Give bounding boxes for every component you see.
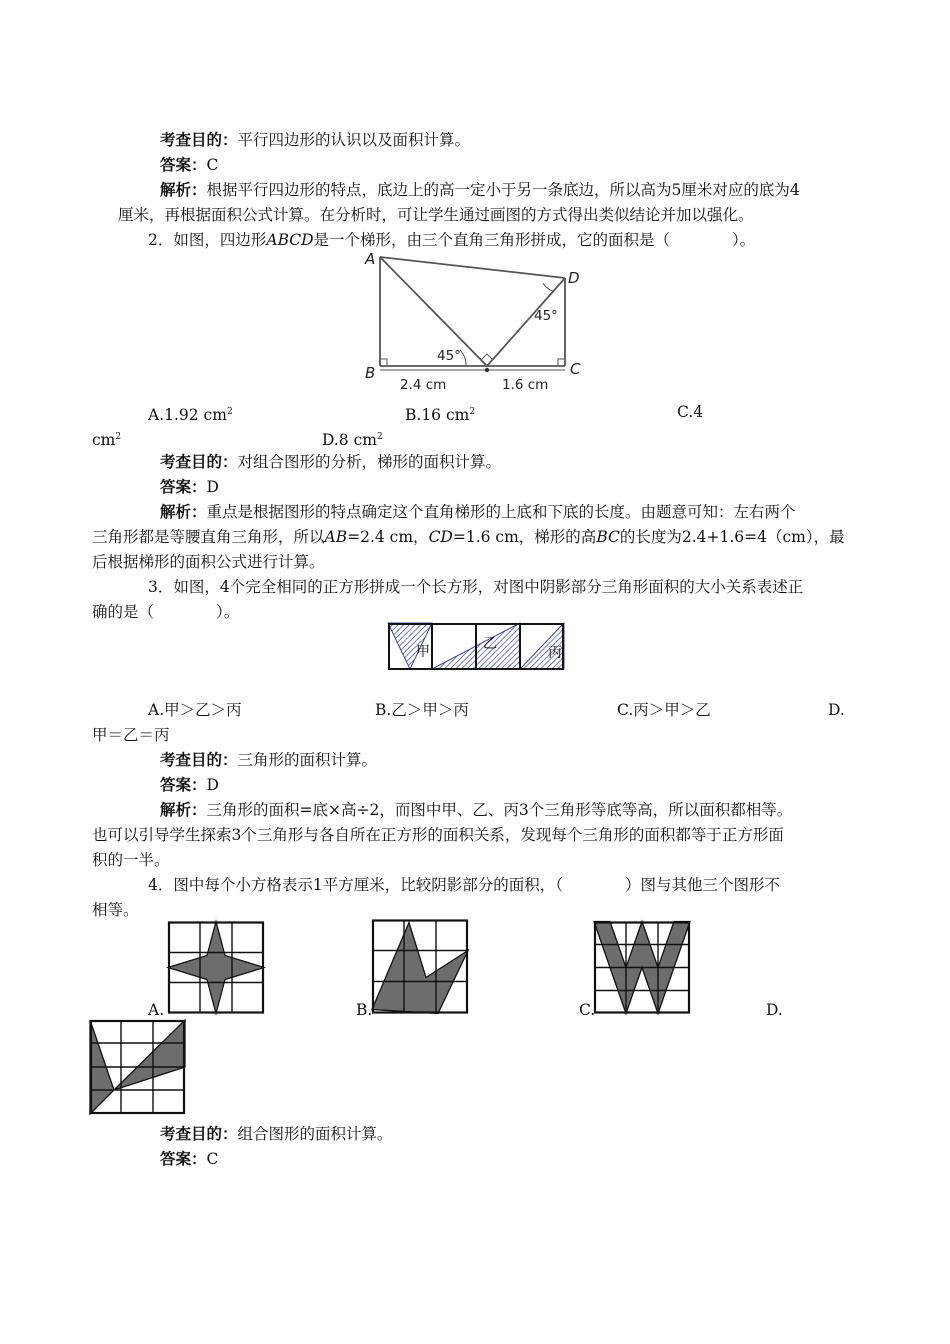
q4-stem-2: 相等。 bbox=[92, 901, 139, 919]
q4-option-d: D. bbox=[766, 1001, 783, 1019]
q3-answer: 答案：D bbox=[160, 776, 219, 794]
q1-analysis-2: 厘米，再根据面积公式计算。在分析时，可让学生通过画图的方式得出类似结论并加以强化。 bbox=[118, 206, 754, 224]
q1-purpose: 考查目的：平行四边形的认识以及面积计算。 bbox=[160, 131, 471, 149]
q3-analysis-1: 解析：三角形的面积=底×高÷2，而图中甲、乙、丙3个三角形等底等高，所以面积都相等。 bbox=[160, 801, 793, 819]
q4-figure-b bbox=[372, 919, 468, 1014]
q4-option-c: C. bbox=[579, 1001, 596, 1019]
label-a: A bbox=[365, 250, 376, 268]
q2-purpose: 考查目的：对组合图形的分析，梯形的面积计算。 bbox=[160, 453, 502, 471]
q2-option-b: B.16 $cm^2$ bbox=[405, 406, 476, 424]
q2-option-c: C.4 bbox=[677, 403, 704, 421]
q4-option-b: B. bbox=[356, 1001, 373, 1019]
q3-option-c: C.丙＞甲＞乙 bbox=[617, 701, 711, 719]
q3-option-b: B.乙＞甲＞丙 bbox=[375, 701, 469, 719]
q3-squares-figure bbox=[388, 623, 564, 670]
q2-stem: 2．如图，四边形ABCD是一个梯形，由三个直角三角形拼成，它的面积是（ ）。 bbox=[148, 231, 756, 249]
q2-option-c-unit: $cm^2$ bbox=[92, 431, 122, 449]
q2-analysis-2: 三角形都是等腰直角三角形，所以AB=2.4 cm，CD=1.6 cm，梯形的高BC的长度为2.4+1.6=4（cm），最 bbox=[92, 528, 845, 546]
q3-option-a: A.甲＞乙＞丙 bbox=[148, 701, 242, 719]
q2-option-a: A.1.92 $cm^2$ bbox=[148, 406, 233, 424]
q2-analysis-1: 解析：重点是根据图形的特点确定这个直角梯形的上底和下底的长度。由题意可知：左右两个 bbox=[160, 503, 796, 521]
q4-figure-c bbox=[594, 921, 690, 1014]
label-bing: 丙 bbox=[548, 645, 562, 661]
q1-analysis-1: 解析：根据平行四边形的特点，底边上的高一定小于另一条底边，所以高为5厘米对应的底为4 bbox=[160, 181, 800, 199]
q2-option-d: D.8 $cm^2$ bbox=[322, 431, 383, 449]
angle-label-right: 45° bbox=[534, 308, 558, 324]
label-jia: 甲 bbox=[416, 644, 430, 660]
q3-option-d-text: 甲＝乙＝丙 bbox=[92, 726, 170, 744]
q4-stem-1: 4．图中每个小方格表示1平方厘米，比较阴影部分的面积，（ ）图与其他三个图形不 bbox=[148, 876, 780, 894]
q3-analysis-3: 积的一半。 bbox=[92, 851, 170, 869]
angle-label-bottom: 45° bbox=[437, 348, 461, 364]
length-label-bc-left: 2.4 cm bbox=[400, 377, 447, 393]
q2-trapezoid-figure bbox=[360, 250, 600, 400]
label-b: B bbox=[365, 364, 376, 382]
q2-analysis-3: 后根据梯形的面积公式进行计算。 bbox=[92, 553, 325, 571]
q4-answer: 答案：C bbox=[160, 1150, 219, 1168]
label-yi: 乙 bbox=[483, 636, 497, 652]
label-d: D bbox=[568, 269, 580, 287]
q4-figure-a bbox=[168, 921, 264, 1014]
q2-answer: 答案：D bbox=[160, 478, 219, 496]
q4-figure-d bbox=[90, 1020, 185, 1114]
q3-stem-2: 确的是（ ）。 bbox=[92, 603, 240, 621]
q4-purpose: 考查目的：组合图形的面积计算。 bbox=[160, 1125, 393, 1143]
label-c: C bbox=[570, 360, 581, 378]
q3-purpose: 考查目的：三角形的面积计算。 bbox=[160, 751, 378, 769]
q3-analysis-2: 也可以引导学生探索3个三角形与各自所在正方形的面积关系，发现每个三角形的面积都等于正方形面 bbox=[92, 826, 784, 844]
q3-option-d: D. bbox=[828, 701, 845, 719]
q3-stem-1: 3．如图，4个完全相同的正方形拼成一个长方形，对图中阴影部分三角形面积的大小关系表述正 bbox=[148, 578, 804, 596]
q1-answer: 答案：C bbox=[160, 156, 219, 174]
length-label-bc-right: 1.6 cm bbox=[502, 377, 549, 393]
q4-option-a: A. bbox=[148, 1001, 165, 1019]
